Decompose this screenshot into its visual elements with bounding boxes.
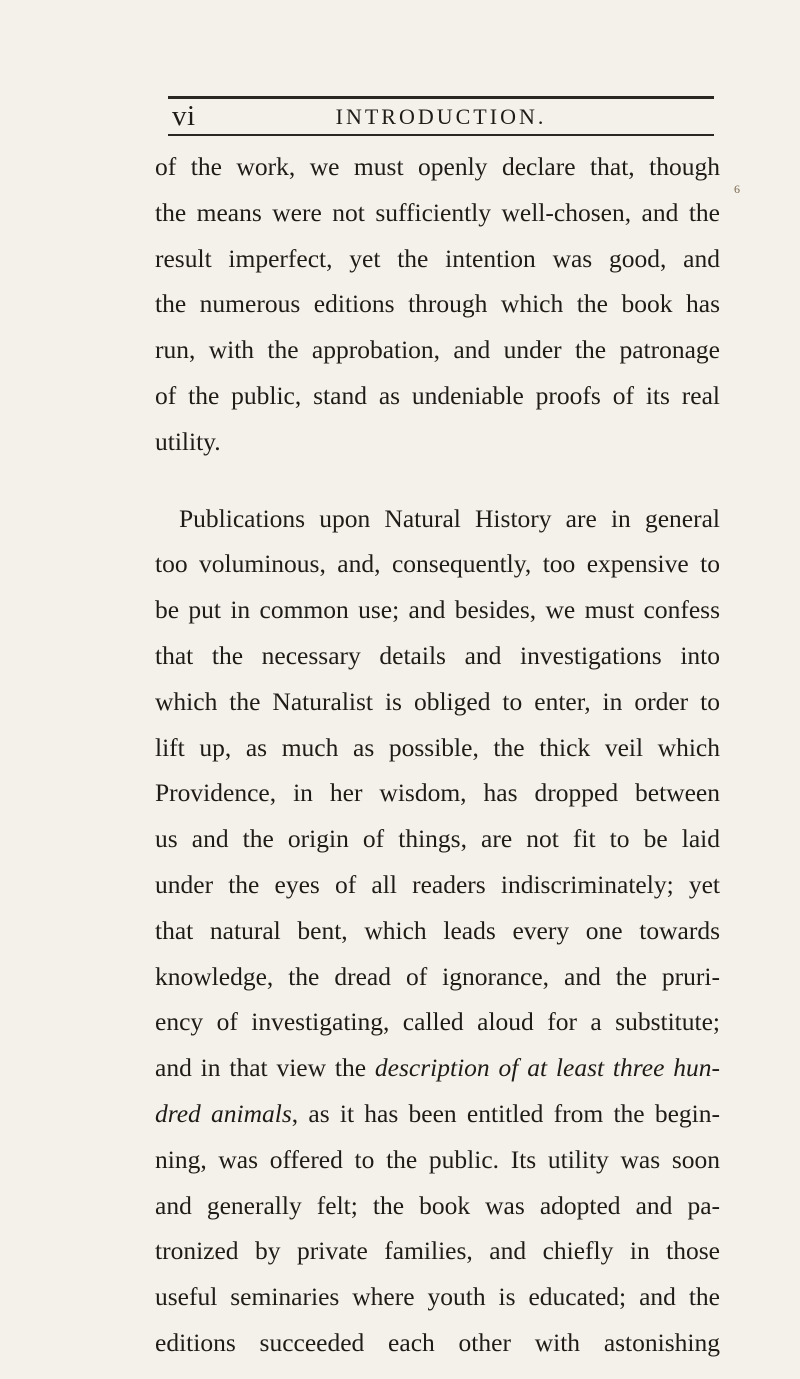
header-rule-bottom bbox=[168, 134, 714, 136]
text-line: tronized by private families, and chiefly in those bbox=[155, 1236, 720, 1266]
text-line: which the Naturalist is obliged to enter, in order to bbox=[155, 686, 720, 716]
text-line: editions succeeded each other with astonishing bbox=[155, 1327, 720, 1357]
text-line: ning, was offered to the public. Its utility was soon bbox=[155, 1144, 720, 1174]
italic-title-part-1: description of at least three hun- bbox=[374, 1053, 720, 1083]
paragraph-2 bbox=[155, 496, 720, 1366]
text-line-italic bbox=[155, 1045, 720, 1091]
running-title: INTRODUCTION. bbox=[335, 104, 547, 129]
page-header bbox=[168, 100, 714, 132]
paragraph-1 bbox=[155, 144, 720, 465]
text-line: the means were not sufficiently well-chosen, and the bbox=[155, 197, 720, 227]
italic-title-part-2: dred animals bbox=[155, 1098, 292, 1128]
text-line: lift up, as much as possible, the thick veil which bbox=[155, 732, 720, 762]
text-line: Providence, in her wisdom, has dropped between bbox=[155, 778, 720, 808]
text-line: of the work, we must openly declare that, though bbox=[155, 152, 720, 181]
margin-mark: 6 bbox=[734, 182, 740, 196]
text-line: ency of investigating, called aloud for a substitute; bbox=[155, 1007, 720, 1037]
body-text bbox=[155, 144, 720, 1366]
text-line: too voluminous, and, consequently, too expensive to bbox=[155, 549, 720, 579]
page-number: vi bbox=[172, 100, 196, 132]
text-line: result imperfect, yet the intention was good, and bbox=[155, 243, 720, 273]
text-line: and generally felt; the book was adopted and pa- bbox=[155, 1190, 720, 1220]
text-line: useful seminaries where youth is educated; and the bbox=[155, 1282, 720, 1312]
text-line: knowledge, the dread of ignorance, and the pruri- bbox=[155, 961, 720, 991]
header-rule-top bbox=[168, 96, 714, 99]
text-line: of the public, stand as undeniable proofs of its real bbox=[155, 380, 720, 410]
text-run: and in that view the bbox=[155, 1053, 375, 1083]
text-line: that the necessary details and investigations into bbox=[155, 640, 720, 670]
text-line: Publications upon Natural History are in general bbox=[179, 503, 720, 533]
text-line: us and the origin of things, are not fit to be laid bbox=[155, 824, 720, 854]
text-line: be put in common use; and besides, we must confess bbox=[155, 595, 720, 625]
text-line-italic bbox=[155, 1091, 720, 1137]
text-line: the numerous editions through which the book has bbox=[155, 289, 720, 319]
text-line: that natural bent, which leads every one towards bbox=[155, 915, 720, 945]
text-line: under the eyes of all readers indiscriminately; yet bbox=[155, 869, 720, 899]
text-line: utility. bbox=[155, 426, 221, 456]
text-run: , as it has been entitled from the begin- bbox=[291, 1098, 720, 1128]
text-line: run, with the approbation, and under the patronage bbox=[155, 335, 720, 365]
